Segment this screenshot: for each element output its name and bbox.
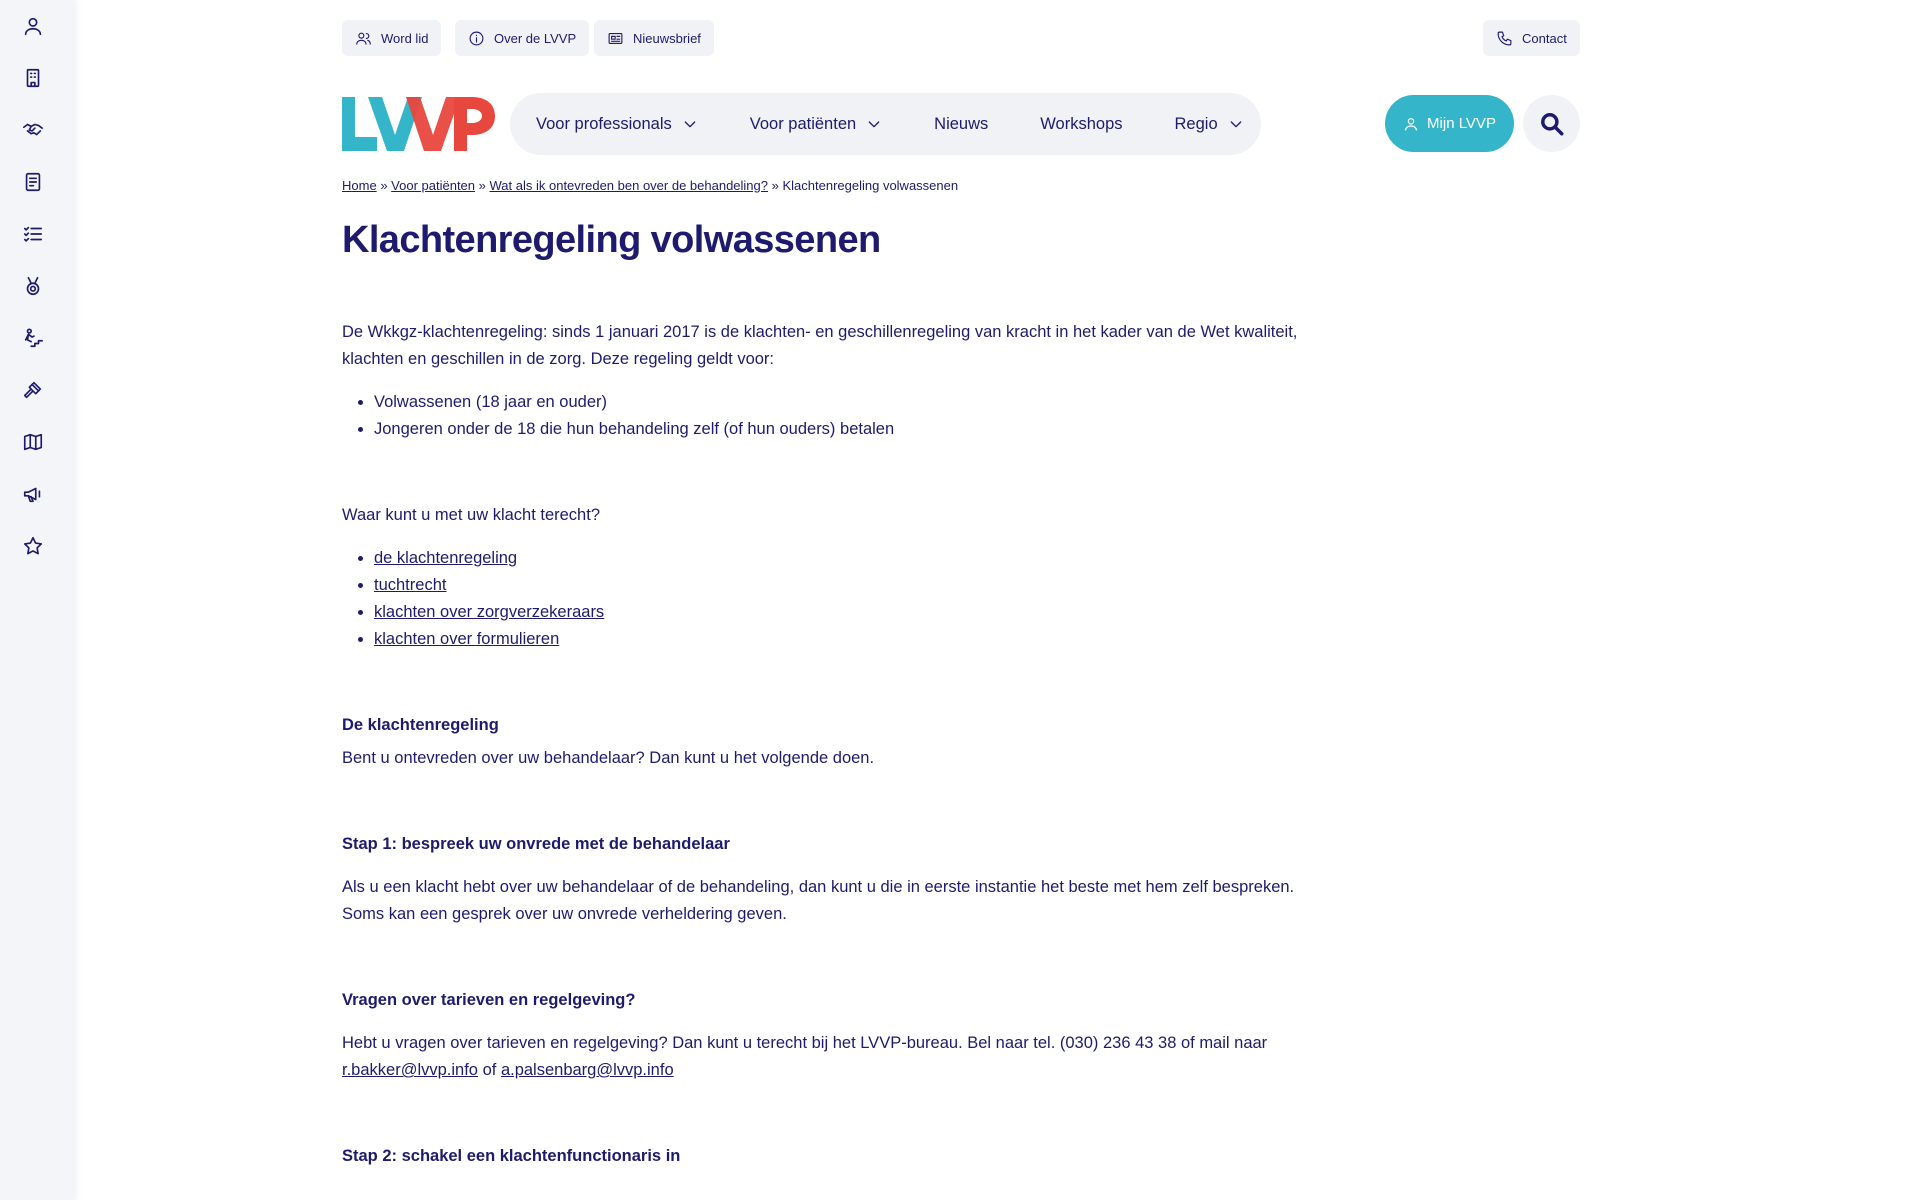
link-formulieren[interactable]: klachten over formulieren — [374, 630, 560, 648]
complaint-links-list — [342, 545, 1382, 653]
chevron-down-icon — [682, 116, 698, 132]
main-content — [342, 214, 1382, 1170]
intro-text: De Wkkgz-klachtenregeling: sinds 1 januari 2017 is de klachten- en geschillenregeling van kracht in het kader van de Wet kwaliteit, klachten en geschillen in de zorg. Deze regeling geldt voor: — [342, 323, 1298, 368]
user-icon[interactable] — [20, 13, 46, 39]
person-stairs-icon[interactable] — [20, 325, 46, 351]
megaphone-icon[interactable] — [20, 481, 46, 507]
list-item — [374, 572, 1382, 599]
nav-regio[interactable]: Regio — [1175, 115, 1244, 134]
email-link-palsenbarg[interactable]: a.palsenbarg@lvvp.info — [500, 1061, 674, 1079]
user-icon — [1403, 116, 1419, 132]
section-text-tarieven: Hebt u vragen over tarieven en regelgeving? Dan kunt u terecht bij het LVVP-bureau. Bel naar tel. (030) 236 43 38 of mail naar r.bakker@lvvp.info of a.palsenbarg@lvvp.info — [342, 1034, 1268, 1079]
info-icon — [468, 30, 485, 47]
over-lvvp-label: Over de LVVP — [494, 30, 577, 46]
nav-voor-professionals[interactable]: Voor professionals — [536, 115, 698, 134]
section-text-klachtenregeling: Bent u ontevreden over uw behandelaar? Dan kunt u het volgende doen. — [342, 749, 875, 767]
section-heading-stap1: Stap 1: bespreek uw onvrede met de behandelaar — [342, 835, 730, 853]
breadcrumb-current: Klachtenregeling volwassenen — [782, 178, 959, 193]
mijn-lvvp-button[interactable] — [1385, 95, 1514, 152]
list-item — [374, 599, 1382, 626]
building-icon[interactable] — [20, 65, 46, 91]
applies-list — [342, 389, 1382, 443]
side-rail — [0, 0, 75, 1200]
checklist-icon[interactable] — [20, 221, 46, 247]
list-item — [374, 545, 1382, 572]
search-icon — [1539, 111, 1565, 137]
link-zorgverzekeraars[interactable]: klachten over zorgverzekeraars — [374, 603, 605, 621]
list-item — [374, 626, 1382, 653]
chevron-down-icon — [866, 116, 882, 132]
search-button[interactable] — [1523, 95, 1580, 152]
over-lvvp-button[interactable] — [455, 20, 589, 56]
map-icon[interactable] — [20, 429, 46, 455]
star-icon[interactable] — [20, 533, 46, 559]
medal-icon[interactable] — [20, 273, 46, 299]
gavel-icon[interactable] — [20, 377, 46, 403]
section-heading-klachtenregeling: De klachtenregeling — [342, 716, 499, 734]
link-klachtenregeling[interactable]: de klachtenregeling — [374, 549, 518, 567]
phone-icon — [1496, 30, 1513, 47]
email-link-bakker[interactable]: r.bakker@lvvp.info — [342, 1061, 478, 1079]
breadcrumb-voor-patienten[interactable]: Voor patiënten — [391, 178, 476, 193]
nav-workshops[interactable]: Workshops — [1040, 114, 1123, 133]
newspaper-icon — [607, 30, 624, 47]
breadcrumb-ontevreden[interactable]: Wat als ik ontevreden ben over de behandeling? — [489, 178, 768, 193]
nav-voor-patienten[interactable]: Voor patiënten — [750, 115, 882, 134]
nav-nieuws[interactable]: Nieuws — [934, 114, 989, 133]
contact-label: Contact — [1522, 30, 1567, 46]
section-heading-stap2: Stap 2: schakel een klachtenfunctionaris in — [342, 1147, 681, 1165]
contact-button[interactable] — [1483, 20, 1580, 56]
section-heading-tarieven: Vragen over tarieven en regelgeving? — [342, 991, 636, 1009]
link-tuchtrecht[interactable]: tuchtrecht — [374, 576, 447, 594]
document-icon[interactable] — [20, 169, 46, 195]
nieuwsbrief-label: Nieuwsbrief — [633, 30, 701, 46]
mijn-lvvp-label: Mijn LVVP — [1427, 115, 1496, 132]
chevron-down-icon — [1228, 116, 1244, 132]
page-title: Klachtenregeling volwassenen — [342, 219, 881, 261]
breadcrumb-separator: » — [771, 178, 779, 193]
handshake-icon[interactable] — [20, 117, 46, 143]
nieuwsbrief-button[interactable] — [594, 20, 714, 56]
word-lid-button[interactable] — [342, 20, 441, 56]
breadcrumb-home[interactable]: Home — [342, 178, 377, 193]
list-item: • Jongeren onder de 18 die hun behandeling zelf (of hun ouders) betalen — [374, 416, 1382, 443]
breadcrumb — [342, 178, 958, 193]
word-lid-label: Word lid — [381, 30, 429, 46]
breadcrumb-separator: » — [380, 178, 388, 193]
section-text-stap1: Als u een klacht hebt over uw behandelaar of de behandeling, dan kunt u die in eerste instantie het beste met hem zelf bespreken. Soms kan een gesprek over uw onvrede verheldering geven. — [342, 878, 1295, 923]
users-icon — [355, 30, 372, 47]
question-text: Waar kunt u met uw klacht terecht? — [342, 506, 600, 524]
breadcrumb-separator: » — [478, 178, 486, 193]
list-item: • Volwassenen (18 jaar en ouder) — [374, 389, 1382, 416]
lvvp-logo[interactable] — [342, 95, 496, 151]
main-nav — [510, 93, 1261, 155]
